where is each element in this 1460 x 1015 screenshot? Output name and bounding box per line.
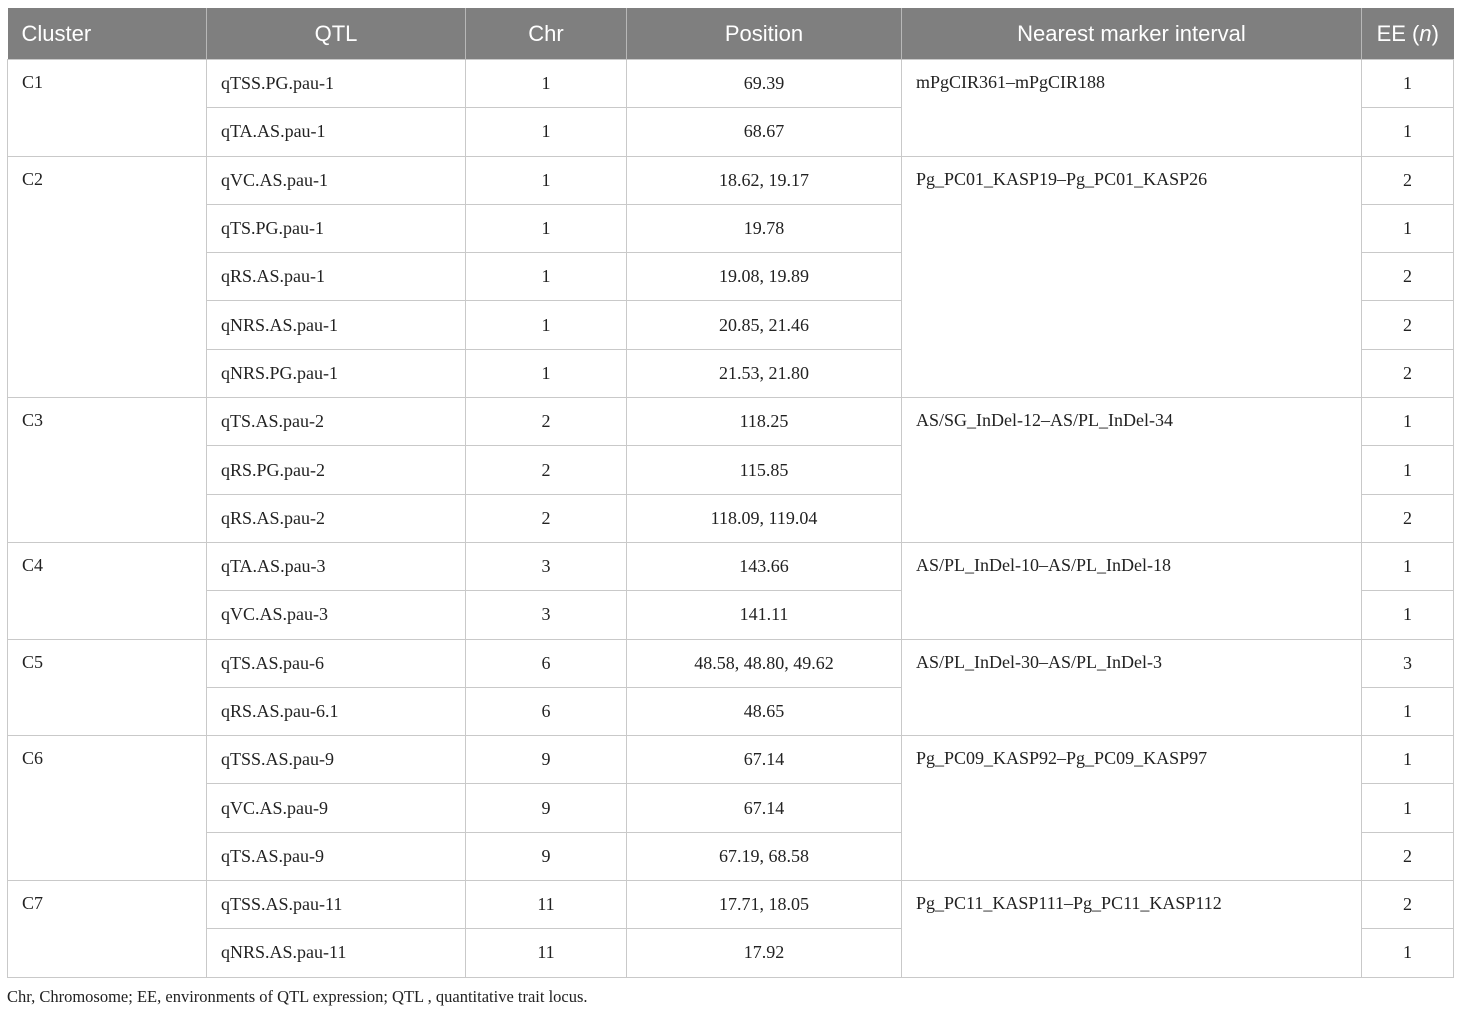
cluster-cell: C6 [8, 736, 207, 881]
chr-cell: 2 [466, 398, 627, 446]
qtl-cell: qVC.AS.pau-1 [207, 156, 466, 204]
ee-cell: 2 [1362, 881, 1454, 929]
ee-cell: 1 [1362, 108, 1454, 156]
ee-cell: 1 [1362, 542, 1454, 590]
qtl-cell: qTA.AS.pau-1 [207, 108, 466, 156]
chr-cell: 1 [466, 349, 627, 397]
chr-cell: 11 [466, 881, 627, 929]
chr-cell: 11 [466, 929, 627, 977]
chr-cell: 1 [466, 204, 627, 252]
ee-cell: 2 [1362, 494, 1454, 542]
interval-cell: Pg_PC09_KASP92–Pg_PC09_KASP97 [902, 736, 1362, 881]
chr-cell: 2 [466, 446, 627, 494]
qtl-cell: qRS.AS.pau-1 [207, 253, 466, 301]
interval-cell: mPgCIR361–mPgCIR188 [902, 60, 1362, 157]
ee-cell: 1 [1362, 929, 1454, 977]
chr-cell: 1 [466, 60, 627, 108]
table-body [8, 60, 1454, 978]
header-qtl: QTL [207, 8, 466, 60]
chr-cell: 9 [466, 784, 627, 832]
header-cluster: Cluster [8, 8, 207, 60]
interval-cell: Pg_PC11_KASP111–Pg_PC11_KASP112 [902, 881, 1362, 978]
position-cell: 18.62, 19.17 [627, 156, 902, 204]
interval-cell: AS/PL_InDel-10–AS/PL_InDel-18 [902, 542, 1362, 639]
chr-cell: 3 [466, 542, 627, 590]
table-row [8, 542, 1454, 590]
table-row [8, 60, 1454, 108]
position-cell: 20.85, 21.46 [627, 301, 902, 349]
position-cell: 67.14 [627, 736, 902, 784]
ee-cell: 1 [1362, 736, 1454, 784]
interval-cell: AS/SG_InDel-12–AS/PL_InDel-34 [902, 398, 1362, 543]
qtl-cell: qNRS.AS.pau-1 [207, 301, 466, 349]
table-footnote: Chr, Chromosome; EE, environments of QTL expression; QTL , quantitative trait locus. [7, 987, 588, 1006]
qtl-cell: qVC.AS.pau-9 [207, 784, 466, 832]
table-row [8, 881, 1454, 929]
qtl-cell: qVC.AS.pau-3 [207, 591, 466, 639]
chr-cell: 9 [466, 832, 627, 880]
position-cell: 69.39 [627, 60, 902, 108]
qtl-cell: qTS.PG.pau-1 [207, 204, 466, 252]
interval-cell: AS/PL_InDel-30–AS/PL_InDel-3 [902, 639, 1362, 736]
qtl-cell: qTS.AS.pau-6 [207, 639, 466, 687]
qtl-cell: qNRS.AS.pau-11 [207, 929, 466, 977]
chr-cell: 9 [466, 736, 627, 784]
cluster-cell: C2 [8, 156, 207, 397]
cluster-cell: C5 [8, 639, 207, 736]
ee-cell: 3 [1362, 639, 1454, 687]
position-cell: 17.71, 18.05 [627, 881, 902, 929]
position-cell: 48.58, 48.80, 49.62 [627, 639, 902, 687]
ee-cell: 2 [1362, 832, 1454, 880]
position-cell: 48.65 [627, 687, 902, 735]
interval-cell: Pg_PC01_KASP19–Pg_PC01_KASP26 [902, 156, 1362, 397]
position-cell: 21.53, 21.80 [627, 349, 902, 397]
ee-cell: 1 [1362, 60, 1454, 108]
ee-cell: 1 [1362, 446, 1454, 494]
cluster-cell: C7 [8, 881, 207, 978]
qtl-cell: qTS.AS.pau-2 [207, 398, 466, 446]
qtl-cell: qTS.AS.pau-9 [207, 832, 466, 880]
position-cell: 68.67 [627, 108, 902, 156]
table-row [8, 736, 1454, 784]
position-cell: 141.11 [627, 591, 902, 639]
chr-cell: 1 [466, 108, 627, 156]
qtl-cell: qTA.AS.pau-3 [207, 542, 466, 590]
chr-cell: 3 [466, 591, 627, 639]
position-cell: 19.08, 19.89 [627, 253, 902, 301]
ee-cell: 1 [1362, 784, 1454, 832]
qtl-cell: qTSS.AS.pau-9 [207, 736, 466, 784]
cluster-cell: C3 [8, 398, 207, 543]
cluster-cell: C1 [8, 60, 207, 157]
chr-cell: 6 [466, 687, 627, 735]
header-position: Position [627, 8, 902, 60]
ee-cell: 1 [1362, 398, 1454, 446]
qtl-cell: qNRS.PG.pau-1 [207, 349, 466, 397]
position-cell: 17.92 [627, 929, 902, 977]
chr-cell: 1 [466, 156, 627, 204]
header-chr: Chr [466, 8, 627, 60]
table-row [8, 398, 1454, 446]
ee-cell: 1 [1362, 687, 1454, 735]
header-ee-close: ) [1431, 20, 1439, 46]
position-cell: 19.78 [627, 204, 902, 252]
chr-cell: 6 [466, 639, 627, 687]
chr-cell: 2 [466, 494, 627, 542]
position-cell: 67.14 [627, 784, 902, 832]
chr-cell: 1 [466, 301, 627, 349]
chr-cell: 1 [466, 253, 627, 301]
position-cell: 118.09, 119.04 [627, 494, 902, 542]
qtl-cell: qRS.AS.pau-2 [207, 494, 466, 542]
header-ee [1362, 8, 1454, 60]
ee-cell: 1 [1362, 204, 1454, 252]
ee-cell: 2 [1362, 349, 1454, 397]
ee-cell: 2 [1362, 253, 1454, 301]
table-row [8, 639, 1454, 687]
header-ee-n: n [1419, 20, 1432, 46]
qtl-cell: qTSS.PG.pau-1 [207, 60, 466, 108]
position-cell: 118.25 [627, 398, 902, 446]
table-row [8, 156, 1454, 204]
qtl-cell: qRS.AS.pau-6.1 [207, 687, 466, 735]
ee-cell: 2 [1362, 301, 1454, 349]
header-interval: Nearest marker interval [902, 8, 1362, 60]
qtl-cell: qTSS.AS.pau-11 [207, 881, 466, 929]
ee-cell: 2 [1362, 156, 1454, 204]
ee-cell: 1 [1362, 591, 1454, 639]
header-row [8, 8, 1454, 60]
position-cell: 67.19, 68.58 [627, 832, 902, 880]
qtl-cell: qRS.PG.pau-2 [207, 446, 466, 494]
cluster-cell: C4 [8, 542, 207, 639]
position-cell: 143.66 [627, 542, 902, 590]
position-cell: 115.85 [627, 446, 902, 494]
header-ee-label: EE ( [1376, 20, 1420, 46]
qtl-cluster-table [7, 8, 1454, 978]
